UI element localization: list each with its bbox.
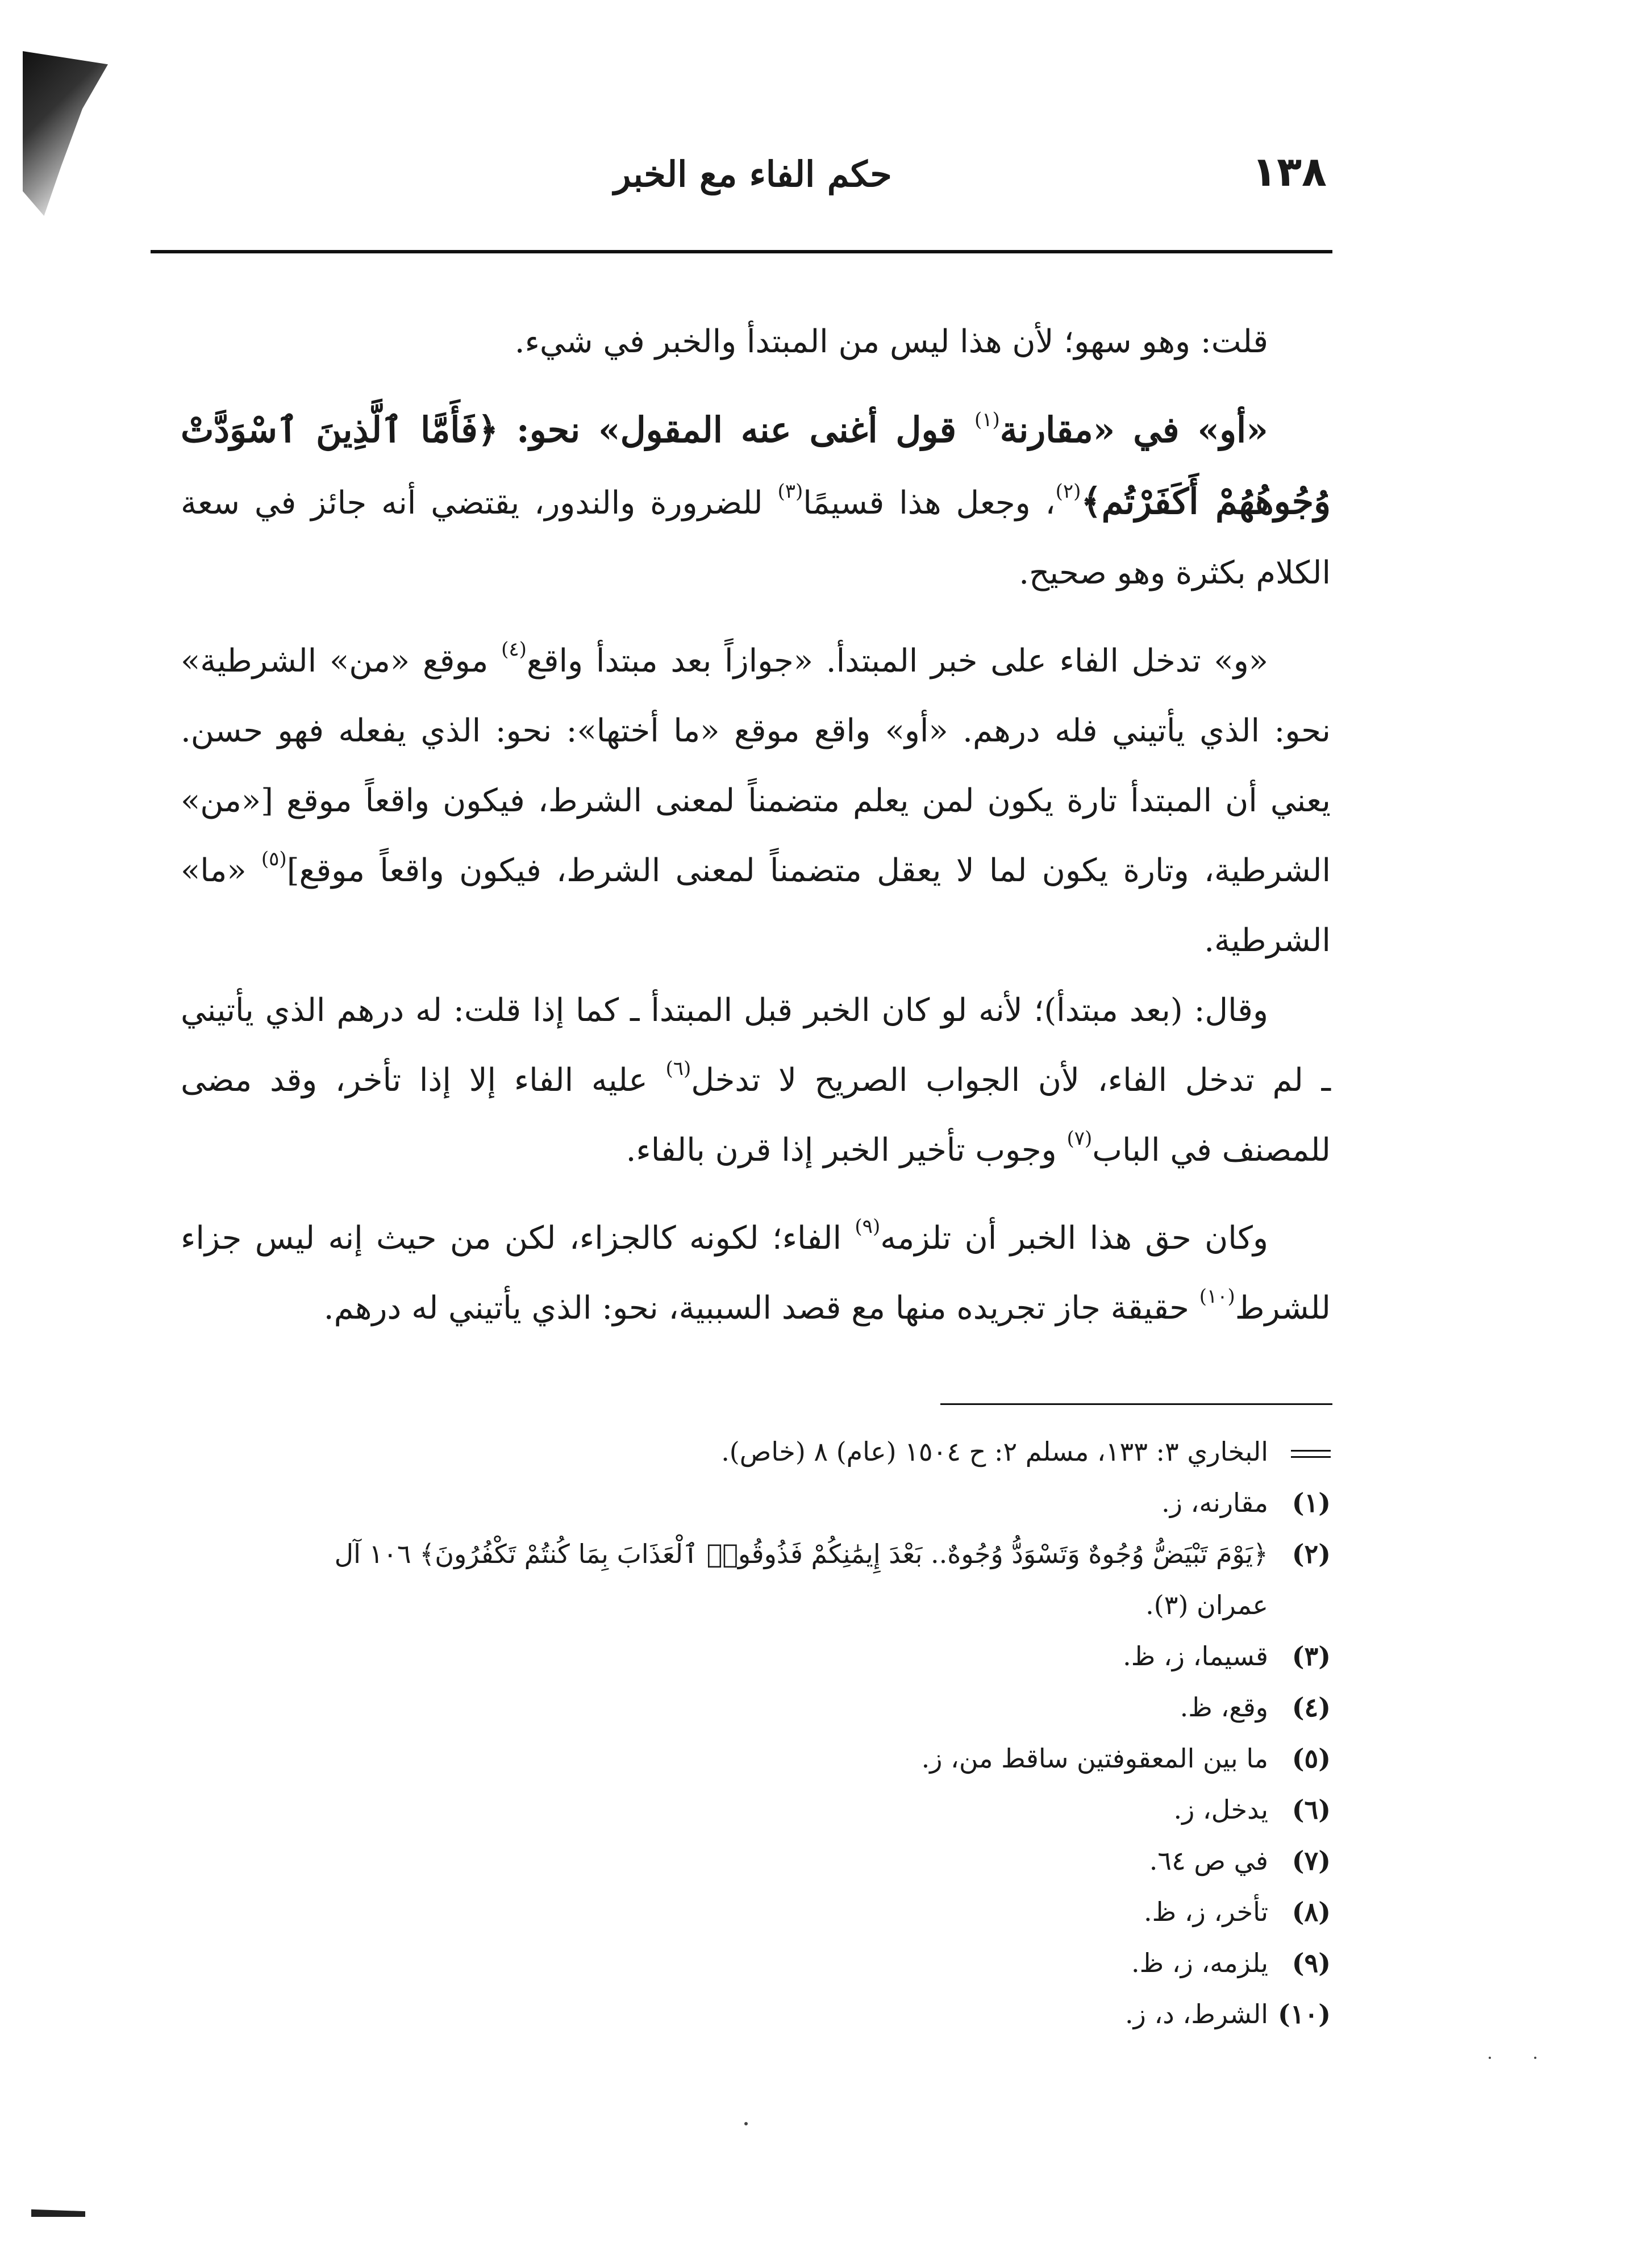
footnote-text: ﴿يَوْمَ تَبْيَضُّ وُجُوهٌ وَتَسْوَدُّ وُجُوهٌ.. بَعْدَ إِيمَٰنِكُمْ فَذُوقُوا۟ ٱلْعَذَابَ بِمَا كُنتُمْ تَكْفُرُونَ﴾ ١٠٦ آل xyxy=(334,1539,1268,1569)
footnote-number: (٦) xyxy=(1291,1794,1331,1825)
paragraph-text: قول أغنى عنه المقول» نحو: ﴿فَأَمَّا ٱلَّذِينَ ٱسْوَدَّتْ وُجُوهُهُمْ أَكَفَرْتُم﴾ xyxy=(181,409,1331,522)
paragraph xyxy=(181,1203,1331,1343)
footnote-number: (٢) xyxy=(1291,1539,1331,1569)
paragraph-text: قلت: وهو سهو؛ لأن هذا ليس من المبتدأ والخبر في شيء. xyxy=(514,323,1268,360)
footnote-ref: (٢) xyxy=(1055,480,1081,503)
footnote-number: (٨) xyxy=(1291,1896,1331,1927)
footnote-ref: (٣) xyxy=(777,480,803,503)
paragraph xyxy=(181,307,1331,377)
scan-speck xyxy=(744,2122,748,2125)
footnote-number: (٣) xyxy=(1291,1641,1331,1671)
paragraph-text: حقيقة جاز تجريده منها مع قصد السببية، نحو: الذي يأتيني له درهم. xyxy=(323,1290,1199,1327)
paragraph-text: موقع «من» الشرطية» نحو: الذي يأتيني فله درهم. «أو» واقع موقع «ما أختها»: نحو: الذي يفعله فهو حسن. يعني أن المبتدأ تارة يكون لمن يعلم متضمناً لمعنى الشرط، فيكون واقعاً موقع [«من» الشرطية، وتارة يكون لما لا يعقل متضمناً لمعنى الشرط، فيكون واقعاً موقع] xyxy=(181,643,1331,889)
footnote-continuation: عمران (٣). xyxy=(1145,1590,1268,1620)
paragraph-text: «أو» في «مقارنة xyxy=(999,409,1268,451)
paragraph-text: وقال: (بعد مبتدأ)؛ لأنه لو كان الخبر قبل المبتدأ ـ كما إذا قلت: له درهم الذي يأتيني ـ لم تدخل الفاء، لأن الجواب الصريح لا تدخل xyxy=(181,992,1331,1099)
footnote-number: (٥) xyxy=(1291,1743,1331,1774)
footnote-text: تأخر، ز، ظ. xyxy=(1144,1896,1268,1927)
footnote-number: (٧) xyxy=(1291,1845,1331,1876)
footnote-text: الشرط، د، ز. xyxy=(1124,1999,1268,2029)
footnote xyxy=(181,1988,1331,2040)
paragraph-text: «و» تدخل الفاء على خبر المبتدأ. «جوازاً بعد مبتدأ واقع xyxy=(526,643,1268,679)
footnote-text: يلزمه، ز، ظ. xyxy=(1131,1948,1268,1978)
footnote xyxy=(181,1477,1331,1528)
paragraph xyxy=(181,395,1331,608)
footnote xyxy=(181,1682,1331,1733)
footnote-ref: (١٠) xyxy=(1199,1285,1235,1308)
paragraph-text: وكان حق هذا الخبر أن تلزمه xyxy=(880,1220,1268,1257)
paragraph xyxy=(181,626,1331,975)
footnote-text: يدخل، ز. xyxy=(1173,1794,1268,1825)
paragraph-text: وجوب تأخير الخبر إذا قرن بالفاء. xyxy=(626,1132,1067,1169)
scan-speck xyxy=(1534,2057,1536,2059)
footnote-ref: (٦) xyxy=(665,1057,691,1080)
header-rule xyxy=(151,250,1332,253)
footnote-ref: (٤) xyxy=(501,638,527,661)
footnote-text: وقع، ظ. xyxy=(1180,1692,1268,1723)
equals-marker xyxy=(1291,1450,1331,1458)
footnote-source xyxy=(181,1426,1331,1477)
footnote-ref: (١) xyxy=(974,408,1000,431)
footnote-ref: (٧) xyxy=(1066,1127,1093,1150)
footnote xyxy=(181,1937,1331,1988)
paragraph-text: ، وجعل هذا قسيمًا xyxy=(803,485,1056,522)
running-title: حكم الفاء مع الخبر xyxy=(614,153,892,195)
footnote xyxy=(181,1784,1331,1835)
paragraph-text: عليه الفاء إلا إذا تأخر، وقد مضى للمصنف في الباب xyxy=(181,1062,1331,1169)
footnote xyxy=(181,1733,1331,1784)
main-text xyxy=(181,307,1331,1343)
footnote-ref: (٩) xyxy=(855,1215,881,1238)
footnote-divider xyxy=(940,1403,1332,1405)
footnote-text: في ص ٦٤. xyxy=(1149,1845,1268,1876)
footnote xyxy=(181,1835,1331,1886)
footnote xyxy=(181,1886,1331,1937)
scan-speck xyxy=(1489,2057,1491,2059)
footnote-text: قسيما، ز، ظ. xyxy=(1123,1641,1268,1671)
footnotes xyxy=(181,1426,1331,2040)
paragraph-text: «ما» الشرطية. xyxy=(181,852,1331,959)
scan-artifact xyxy=(23,51,108,216)
paragraph-text: الفاء؛ لكونه كالجزاء، لكن من حيث إنه ليس جزاء للشرط xyxy=(181,1220,1331,1327)
footnote-number: (١) xyxy=(1291,1487,1331,1518)
scan-artifact xyxy=(31,2204,85,2217)
footnote xyxy=(181,1631,1331,1682)
footnote-number: (٤) xyxy=(1291,1692,1331,1723)
page-header xyxy=(151,148,1332,239)
footnote-text: ما بين المعقوفتين ساقط من، ز. xyxy=(921,1743,1268,1774)
paragraph-text: للضرورة والندور، يقتضي أنه جائز في سعة الكلام بكثرة وهو صحيح. xyxy=(181,485,1331,591)
footnote-number: (١٠) xyxy=(1278,1999,1331,2029)
footnote-text: البخاري ٣: ١٣٣، مسلم ٢: ح ١٥٠٤ (عام) ٨ (خاص). xyxy=(721,1436,1268,1467)
page-number: ١٣٨ xyxy=(1252,148,1327,195)
footnote-ref: (٥) xyxy=(261,848,287,870)
paragraph xyxy=(181,975,1331,1185)
footnote xyxy=(181,1528,1331,1579)
footnote-number: (٩) xyxy=(1291,1948,1331,1978)
footnote-text: مقارنه، ز. xyxy=(1161,1487,1268,1518)
